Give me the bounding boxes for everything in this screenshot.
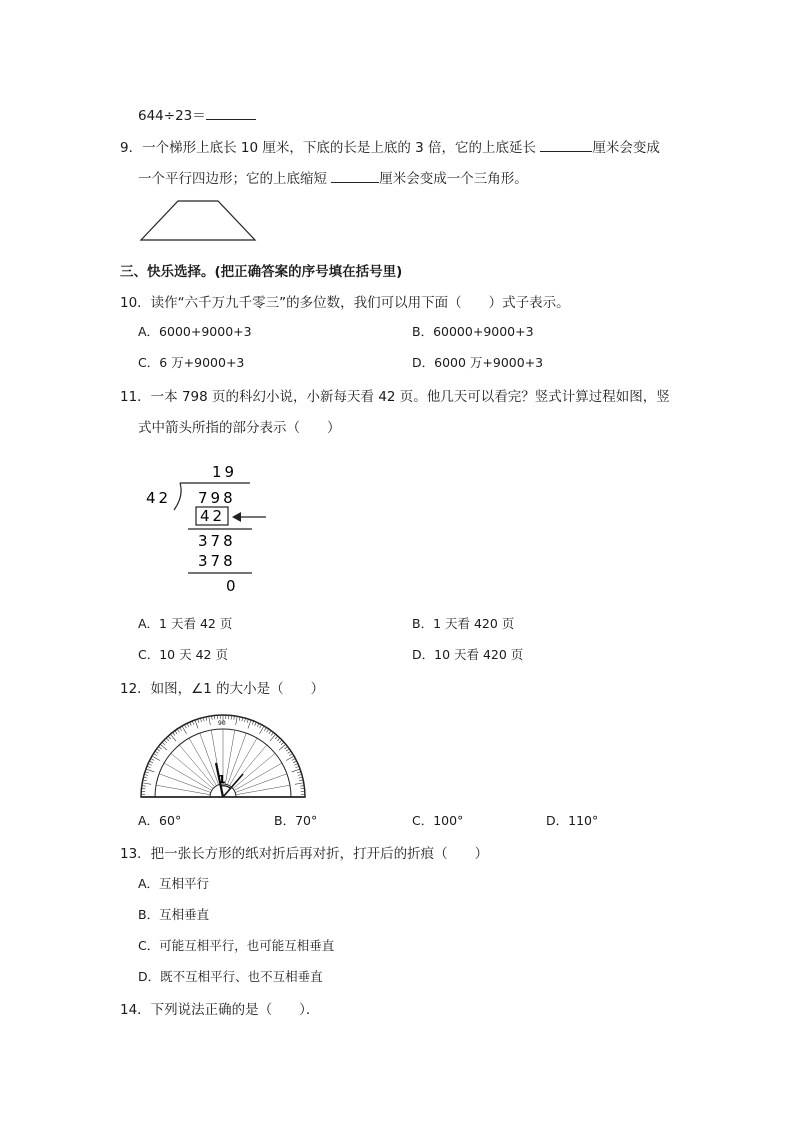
division-step2a: 378 xyxy=(198,532,236,550)
q10-option-d[interactable]: D．6000 万+9000+3 xyxy=(412,355,544,370)
q13-option-b[interactable]: B．互相垂直 xyxy=(138,907,210,922)
protractor-label-90: 90 xyxy=(218,720,226,727)
division-bracket xyxy=(174,483,181,510)
q14-stem: 14．下列说法正确的是（ ）． xyxy=(120,1002,320,1018)
division-remainder: 0 xyxy=(226,577,236,595)
q9-blank-1[interactable] xyxy=(540,137,592,152)
q9-line1 xyxy=(120,136,660,156)
q9-blank-2[interactable] xyxy=(331,168,379,183)
arrow-head-icon xyxy=(232,512,241,522)
q9-line2 xyxy=(138,167,528,187)
q12-stem: 12．如图，∠1 的大小是（ ） xyxy=(120,681,325,697)
q12-option-b[interactable]: B．70° xyxy=(274,813,318,828)
q11-stem-line2: 式中箭头所指的部分表示（ ） xyxy=(138,420,341,436)
trapezoid-shape xyxy=(141,201,255,240)
q11-stem-line1: 11．一本 798 页的科幻小说，小新每天看 42 页。他几天可以看完？竖式计算过程如图，竖 xyxy=(120,389,670,405)
q8-expr-text: 644÷23＝ xyxy=(138,108,206,124)
q12-option-a[interactable]: A．60° xyxy=(138,813,182,828)
q11-option-b[interactable]: B．1 天看 420 页 xyxy=(412,616,515,631)
q10-option-c[interactable]: C．6 万+9000+3 xyxy=(138,355,245,370)
protractor-figure xyxy=(138,703,308,803)
q8-expression xyxy=(138,104,256,124)
q13-option-d[interactable]: D．既不互相平行、也不互相垂直 xyxy=(138,969,323,984)
q9-line1-text-a: 9．一个梯形上底长 10 厘米，下底的长是上底的 3 倍，它的上底延长 xyxy=(120,140,537,156)
division-step2b: 378 xyxy=(198,552,236,570)
q9-line1-text-b: 厘米会变成 xyxy=(592,140,660,156)
angle-label: 1 xyxy=(218,773,226,786)
division-quotient: 19 xyxy=(212,463,238,481)
q13-option-c[interactable]: C．可能互相平行，也可能互相垂直 xyxy=(138,938,335,953)
q9-line2-text-b: 厘米会变成一个三角形。 xyxy=(379,171,528,187)
q10-stem: 10．读作“六千万九千零三”的多位数，我们可以用下面（ ）式子表示。 xyxy=(120,295,570,311)
q9-line2-text-a: 一个平行四边形；它的上底缩短 xyxy=(138,171,327,187)
q13-stem: 13．把一张长方形的纸对折后再对折，打开后的折痕（ ） xyxy=(120,846,489,862)
q10-option-b[interactable]: B．60000+9000+3 xyxy=(412,324,534,339)
q11-option-c[interactable]: C．10 天 42 页 xyxy=(138,647,228,662)
q12-option-c[interactable]: C．100° xyxy=(412,813,464,828)
division-step1: 42 xyxy=(200,507,226,525)
protractor xyxy=(141,715,305,797)
long-division-figure xyxy=(140,460,280,600)
q13-option-a[interactable]: A．互相平行 xyxy=(138,876,210,891)
trapezoid-figure xyxy=(138,198,258,244)
q10-option-a[interactable]: A．6000+9000+3 xyxy=(138,324,252,339)
q12-option-d[interactable]: D．110° xyxy=(546,813,599,828)
q11-option-d[interactable]: D．10 天看 420 页 xyxy=(412,647,524,662)
division-divisor: 42 xyxy=(146,489,172,507)
division-dividend: 798 xyxy=(198,489,236,507)
section-three-title: 三、快乐选择。(把正确答案的序号填在括号里) xyxy=(120,264,403,280)
q11-option-a[interactable]: A．1 天看 42 页 xyxy=(138,616,233,631)
q8-answer-blank[interactable] xyxy=(206,105,256,120)
